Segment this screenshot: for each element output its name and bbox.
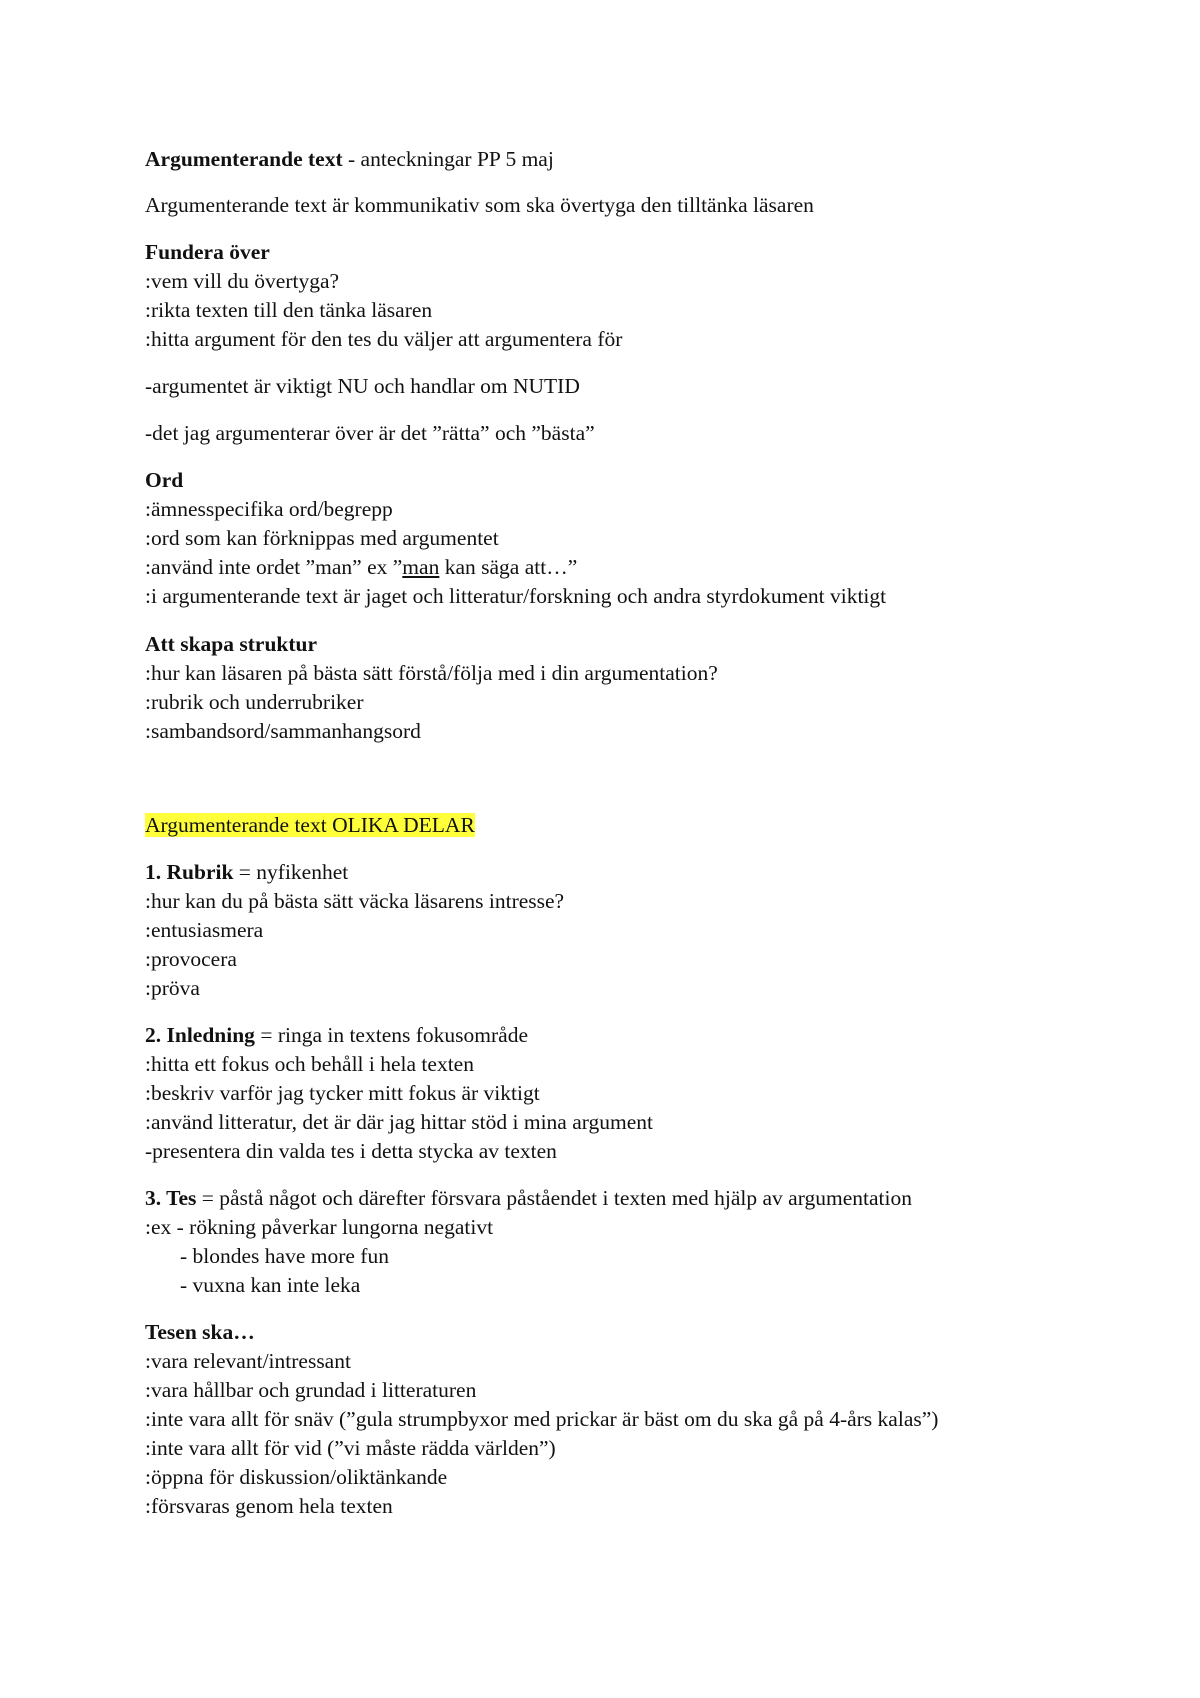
rubrik-rest: = nyfikenhet: [233, 860, 349, 884]
tesen-line: :inte vara allt för snäv (”gula strumpbyxor med prickar är bäst om du ska gå på 4-års kalas”): [145, 1407, 939, 1431]
highlight-text: Argumenterande text OLIKA DELAR: [145, 813, 475, 837]
tes-sub-line: - blondes have more fun: [180, 1244, 389, 1268]
tesen-line: :vara hållbar och grundad i litteraturen: [145, 1378, 477, 1402]
ord-line: :ord som kan förknippas med argumentet: [145, 526, 499, 550]
tesen-line: :försvaras genom hela texten: [145, 1494, 393, 1518]
rubrik-line: :pröva: [145, 976, 200, 1000]
tes-sub-line: - vuxna kan inte leka: [180, 1273, 361, 1297]
section-rubrik-heading: [145, 859, 348, 885]
note-line: -argumentet är viktigt NU och handlar om NUTID: [145, 374, 580, 398]
ord-line-post: kan säga att…”: [439, 555, 578, 579]
ord-line-underlined: man: [402, 555, 440, 579]
heading-fundera: Fundera över: [145, 240, 270, 264]
rubrik-title: 1. Rubrik: [145, 860, 234, 884]
document-title: [145, 146, 554, 172]
fundera-line: :hitta argument för den tes du väljer att argumentera för: [145, 327, 623, 351]
ord-line: [145, 554, 577, 580]
rubrik-line: :hur kan du på bästa sätt väcka läsarens intresse?: [145, 889, 565, 913]
heading-tesen: Tesen ska…: [145, 1320, 255, 1344]
fundera-line: :vem vill du övertyga?: [145, 269, 340, 293]
tes-rest: = påstå något och därefter försvara påståendet i texten med hjälp av argumentation: [196, 1186, 912, 1210]
title-bold: Argumenterande text: [145, 147, 343, 171]
section-inledning-heading: [145, 1022, 528, 1048]
inledning-title: 2. Inledning: [145, 1023, 255, 1047]
ord-line: :ämnesspecifika ord/begrepp: [145, 497, 393, 521]
inledning-line: :beskriv varför jag tycker mitt fokus är viktigt: [145, 1081, 540, 1105]
rubrik-line: :entusiasmera: [145, 918, 264, 942]
inledning-line: :använd litteratur, det är där jag hittar stöd i mina argument: [145, 1110, 654, 1134]
struktur-line: :rubrik och underrubriker: [145, 690, 364, 714]
struktur-line: :sambandsord/sammanhangsord: [145, 719, 421, 743]
tesen-line: :inte vara allt för vid (”vi måste rädda världen”): [145, 1436, 556, 1460]
heading-struktur: Att skapa struktur: [145, 632, 318, 656]
tes-line: :ex - rökning påverkar lungorna negativt: [145, 1215, 494, 1239]
ord-line-pre: :använd inte ordet ”man” ex ”: [145, 555, 403, 579]
struktur-line: :hur kan läsaren på bästa sätt förstå/följa med i din argumentation?: [145, 661, 718, 685]
inledning-line: :hitta ett fokus och behåll i hela texten: [145, 1052, 474, 1076]
section-tes-heading: [145, 1185, 912, 1211]
note-line: -det jag argumenterar över är det ”rätta” och ”bästa”: [145, 421, 595, 445]
title-subtitle: - anteckningar PP 5 maj: [342, 147, 554, 171]
inledning-rest: = ringa in textens fokusområde: [254, 1023, 528, 1047]
tes-title: 3. Tes: [145, 1186, 197, 1210]
highlighted-heading: [145, 812, 475, 838]
rubrik-line: :provocera: [145, 947, 237, 971]
tesen-line: :vara relevant/intressant: [145, 1349, 351, 1373]
ord-line: :i argumenterande text är jaget och litteratur/forskning och andra styrdokument viktigt: [145, 584, 887, 608]
inledning-line: -presentera din valda tes i detta stycka av texten: [145, 1139, 557, 1163]
tesen-line: :öppna för diskussion/oliktänkande: [145, 1465, 448, 1489]
intro-text: Argumenterande text är kommunikativ som ska övertyga den tilltänka läsaren: [145, 193, 814, 217]
fundera-line: :rikta texten till den tänka läsaren: [145, 298, 433, 322]
heading-ord: Ord: [145, 468, 184, 492]
